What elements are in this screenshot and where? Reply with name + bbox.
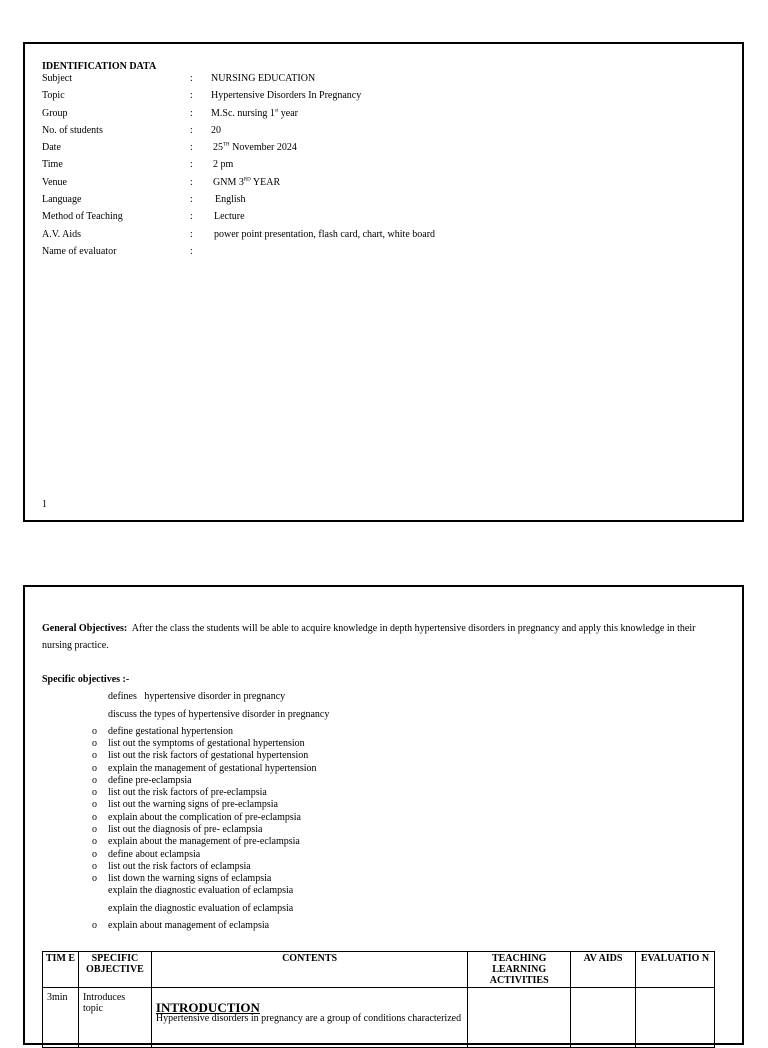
objective-bullet-item: o list out the diagnosis of pre- eclampsia — [92, 824, 263, 835]
bullet-marker: o — [92, 849, 97, 860]
row-evaluator — [42, 246, 722, 260]
row-label: Date — [42, 142, 61, 153]
objective-bullet-item: o explain about management of eclampsia — [92, 920, 270, 931]
row-label: Topic — [42, 90, 65, 101]
objective-bullet-item: o list out the risk factors of gestational hypertension — [92, 750, 309, 761]
cell-av-aids — [571, 988, 636, 1048]
row-language — [42, 194, 722, 208]
header-evaluation: EVALUATIO N — [636, 952, 715, 988]
objective-bullet-item: o list down the warning signs of eclampsia — [92, 873, 272, 884]
objective-item: explain the diagnostic evaluation of eclampsia — [108, 903, 294, 914]
row-value: 2 pm — [213, 159, 234, 170]
bullet-marker: o — [92, 836, 97, 847]
header-specific-objective: SPECIFIC OBJECTIVE — [78, 952, 151, 988]
row-value: Lecture — [214, 211, 245, 222]
objective-bullet-item: o define about eclampsia — [92, 849, 201, 860]
content-heading: INTRODUCTION — [155, 1000, 260, 1015]
general-objectives-label: General Objectives: — [42, 623, 128, 634]
bullet-marker: o — [92, 738, 97, 749]
row-label: Venue — [42, 177, 67, 188]
row-value: 20 — [211, 125, 221, 136]
row-value: Hypertensive Disorders In Pregnancy — [211, 90, 362, 101]
cell-objective: Introduces topic — [78, 988, 151, 1048]
row-colon: : — [190, 194, 193, 205]
row-value: GNM 3RD YEAR — [213, 177, 281, 188]
objective-item: discuss the types of hypertensive disorder in pregnancy — [108, 709, 330, 720]
row-colon: : — [190, 125, 193, 136]
table-row — [43, 988, 715, 1048]
objective-item: defines hypertensive disorder in pregnancy — [108, 691, 286, 702]
cell-teaching — [468, 988, 571, 1048]
row-group — [42, 108, 722, 122]
row-label: No. of students — [42, 125, 103, 136]
row-students — [42, 125, 722, 139]
general-objectives — [42, 620, 722, 654]
row-venue — [42, 177, 722, 191]
objectives-page — [23, 585, 744, 1045]
cell-evaluation — [636, 988, 715, 1048]
header-contents: CONTENTS — [151, 952, 467, 988]
objective-bullet-item: o define pre-eclampsia — [92, 775, 192, 786]
objective-bullet-item: o list out the symptoms of gestational hypertension — [92, 738, 305, 749]
row-topic — [42, 90, 722, 104]
row-time — [42, 159, 722, 173]
row-date — [42, 142, 722, 156]
row-colon: : — [190, 108, 193, 119]
bullet-marker: o — [92, 799, 97, 810]
row-label: Time — [42, 159, 63, 170]
bullet-marker: o — [92, 726, 97, 737]
row-colon: : — [190, 90, 193, 101]
row-colon: : — [190, 177, 193, 188]
objective-bullet-item: o list out the warning signs of pre-eclampsia — [92, 799, 278, 810]
row-av-aids — [42, 229, 722, 243]
objective-bullet-item: o explain the management of gestational hypertension — [92, 763, 317, 774]
header-time: TIM E — [43, 952, 79, 988]
lesson-plan-table — [42, 951, 715, 1048]
cell-contents — [151, 988, 467, 1048]
row-colon: : — [190, 246, 193, 257]
bullet-marker: o — [92, 873, 97, 884]
row-label: Group — [42, 108, 68, 119]
bullet-marker: o — [92, 775, 97, 786]
row-colon: : — [190, 142, 193, 153]
row-value: NURSING EDUCATION — [211, 73, 316, 84]
row-method — [42, 211, 722, 225]
row-value: M.Sc. nursing 1st year — [211, 108, 298, 119]
bullet-marker: o — [92, 812, 97, 823]
objective-bullet-item: o list out the risk factors of pre-eclampsia — [92, 787, 267, 798]
bullet-marker: o — [92, 920, 97, 931]
general-objectives-text: After the class the students will be able to acquire knowledge in depth hypertensive disorders in pregnancy and apply this knowledge in their nursing practice. — [42, 623, 696, 651]
header-teaching-activities: TEACHING LEARNING ACTIVITIES — [468, 952, 571, 988]
row-label: A.V. Aids — [42, 229, 81, 240]
cell-time: 3min — [43, 988, 79, 1048]
bullet-marker: o — [92, 750, 97, 761]
row-label: Language — [42, 194, 82, 205]
objective-bullet-item: o define gestational hypertension — [92, 726, 233, 737]
row-value: English — [215, 194, 246, 205]
page-number: 1 — [42, 499, 47, 510]
objective-bullet-item: o list out the risk factors of eclampsia — [92, 861, 251, 872]
row-subject — [42, 73, 722, 87]
row-label: Method of Teaching — [42, 211, 123, 222]
row-colon: : — [190, 159, 193, 170]
bullet-marker: o — [92, 861, 97, 872]
specific-objectives-heading: Specific objectives :- — [42, 674, 130, 685]
row-colon: : — [190, 211, 193, 222]
row-value: 25TH November 2024 — [213, 142, 297, 153]
objective-bullet-item: o explain about the management of pre-eclampsia — [92, 836, 300, 847]
header-av-aids: AV AIDS — [571, 952, 636, 988]
bullet-marker: o — [92, 763, 97, 774]
row-colon: : — [190, 73, 193, 84]
row-colon: : — [190, 229, 193, 240]
bullet-marker: o — [92, 787, 97, 798]
identification-page — [23, 42, 744, 522]
bullet-marker: o — [92, 824, 97, 835]
content-text: Hypertensive disorders in pregnancy are a group of conditions characterized — [155, 1013, 462, 1024]
row-value: power point presentation, flash card, chart, white board — [214, 229, 436, 240]
table-header-row — [43, 952, 715, 988]
row-label: Name of evaluator — [42, 246, 117, 257]
row-label: Subject — [42, 73, 72, 84]
identification-heading: IDENTIFICATION DATA — [42, 61, 157, 72]
objective-item: explain the diagnostic evaluation of eclampsia — [108, 885, 294, 896]
objective-bullet-item: o explain about the complication of pre-eclampsia — [92, 812, 301, 823]
